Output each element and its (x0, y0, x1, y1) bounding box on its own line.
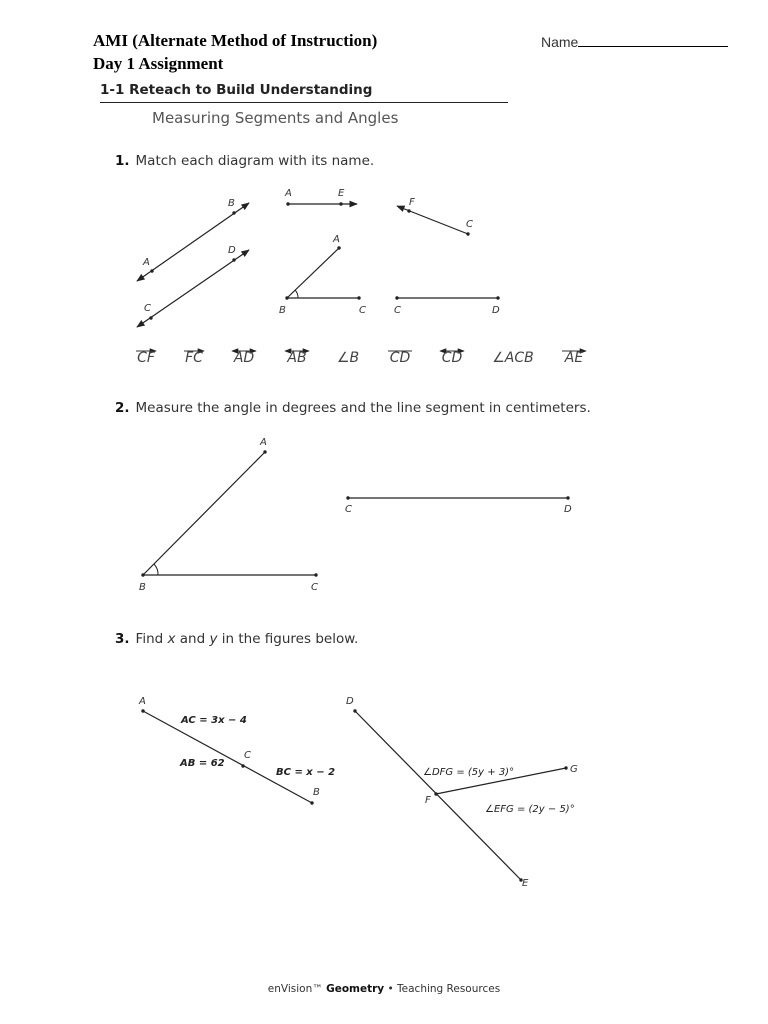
q3-eq-ab: AB = 62 (180, 758, 225, 769)
q3-eq-ac: AC = 3x − 4 (181, 715, 247, 726)
segment-label-d: D (492, 305, 500, 316)
ray-ae-diagram (284, 188, 357, 206)
question-2 (115, 400, 591, 416)
question-3-var-x: x (167, 631, 176, 647)
answer-choice-9[interactable]: AE (564, 350, 584, 366)
question-3-text-post: in the figures below. (217, 631, 359, 647)
question-3-text-pre: Find (135, 631, 168, 647)
footer-rest: • Teaching Resources (384, 983, 501, 995)
section-label: 1-1 Reteach to Build Understanding (100, 82, 373, 98)
question-1-text: Match each diagram with its name. (135, 153, 375, 169)
q3-label-c: C (244, 750, 251, 761)
angle-abc-diagram (279, 234, 366, 316)
ray-cf-label-f: F (409, 197, 415, 208)
answer-choice-3[interactable]: AD (233, 350, 255, 366)
question-1-number: 1. (115, 153, 130, 169)
ray-cf-label-c: C (466, 219, 473, 230)
segment-cd-diagram (394, 296, 500, 316)
line-ab-diagram (137, 198, 249, 281)
line-cd-diagram (137, 245, 249, 327)
assignment-title: AMI (Alternate Method of Instruction) (93, 31, 378, 50)
question-3-text-mid: and (175, 631, 210, 647)
answer-choice-1[interactable]: CF (137, 350, 155, 366)
line-cd-label-d: D (228, 245, 236, 256)
answer-choice-8[interactable]: ∠ACB (492, 350, 534, 366)
q3-label-b: B (313, 787, 320, 798)
answer-choice-7[interactable]: CD (441, 350, 463, 366)
segment-label-c: C (394, 305, 401, 316)
question-3-number: 3. (115, 631, 130, 647)
q3-label-f: F (425, 795, 431, 806)
section-subtitle: Measuring Segments and Angles (152, 109, 399, 127)
q2-label-b: B (139, 582, 146, 593)
angle-label-b: B (279, 305, 286, 316)
measure-angle-diagram (139, 437, 318, 593)
q2-label-c1: C (311, 582, 318, 593)
line-ab-label-b: B (228, 198, 235, 209)
footer-course: Geometry (326, 983, 385, 995)
ray-cf-diagram (397, 197, 473, 236)
ray-ae-label-a: A (285, 188, 292, 199)
name-label: Name (541, 34, 579, 50)
ray-ae-label-e: E (338, 188, 345, 199)
question-3 (115, 631, 358, 647)
answer-choice-4[interactable]: AB (287, 350, 307, 366)
measure-segment-diagram (345, 496, 572, 515)
answer-choice-2[interactable]: FC (185, 350, 203, 366)
q3-eq-bc: BC = x − 2 (276, 767, 336, 778)
q3-label-g: G (570, 764, 578, 775)
question-3-var-y: y (209, 631, 218, 647)
q2-label-a: A (260, 437, 267, 448)
answer-choice-6[interactable]: CD (389, 350, 411, 366)
footer-brand: enVision™ (267, 983, 327, 995)
angle-dfg-efg-diagram (346, 696, 578, 889)
page-footer (0, 983, 768, 995)
line-cd-label-c: C (144, 303, 151, 314)
q3-label-a: A (139, 696, 146, 707)
q2-label-d: D (564, 504, 572, 515)
question-2-text: Measure the angle in degrees and the line segment in centimeters. (135, 400, 591, 416)
line-ab-label-a: A (143, 257, 150, 268)
q3-label-e: E (522, 878, 529, 889)
q3-eq-efg: ∠EFG = (2y − 5)° (485, 804, 575, 815)
answer-choices (0, 345, 768, 375)
question-2-number: 2. (115, 400, 130, 416)
q3-label-d: D (346, 696, 354, 707)
assignment-day: Day 1 Assignment (93, 54, 224, 73)
angle-label-c: C (359, 305, 366, 316)
answer-choice-5[interactable]: ∠B (336, 350, 360, 366)
segment-acb-diagram (138, 696, 335, 805)
q3-eq-dfg: ∠DFG = (5y + 3)° (423, 767, 515, 778)
angle-label-a: A (333, 234, 340, 245)
q2-label-c2: C (345, 504, 352, 515)
